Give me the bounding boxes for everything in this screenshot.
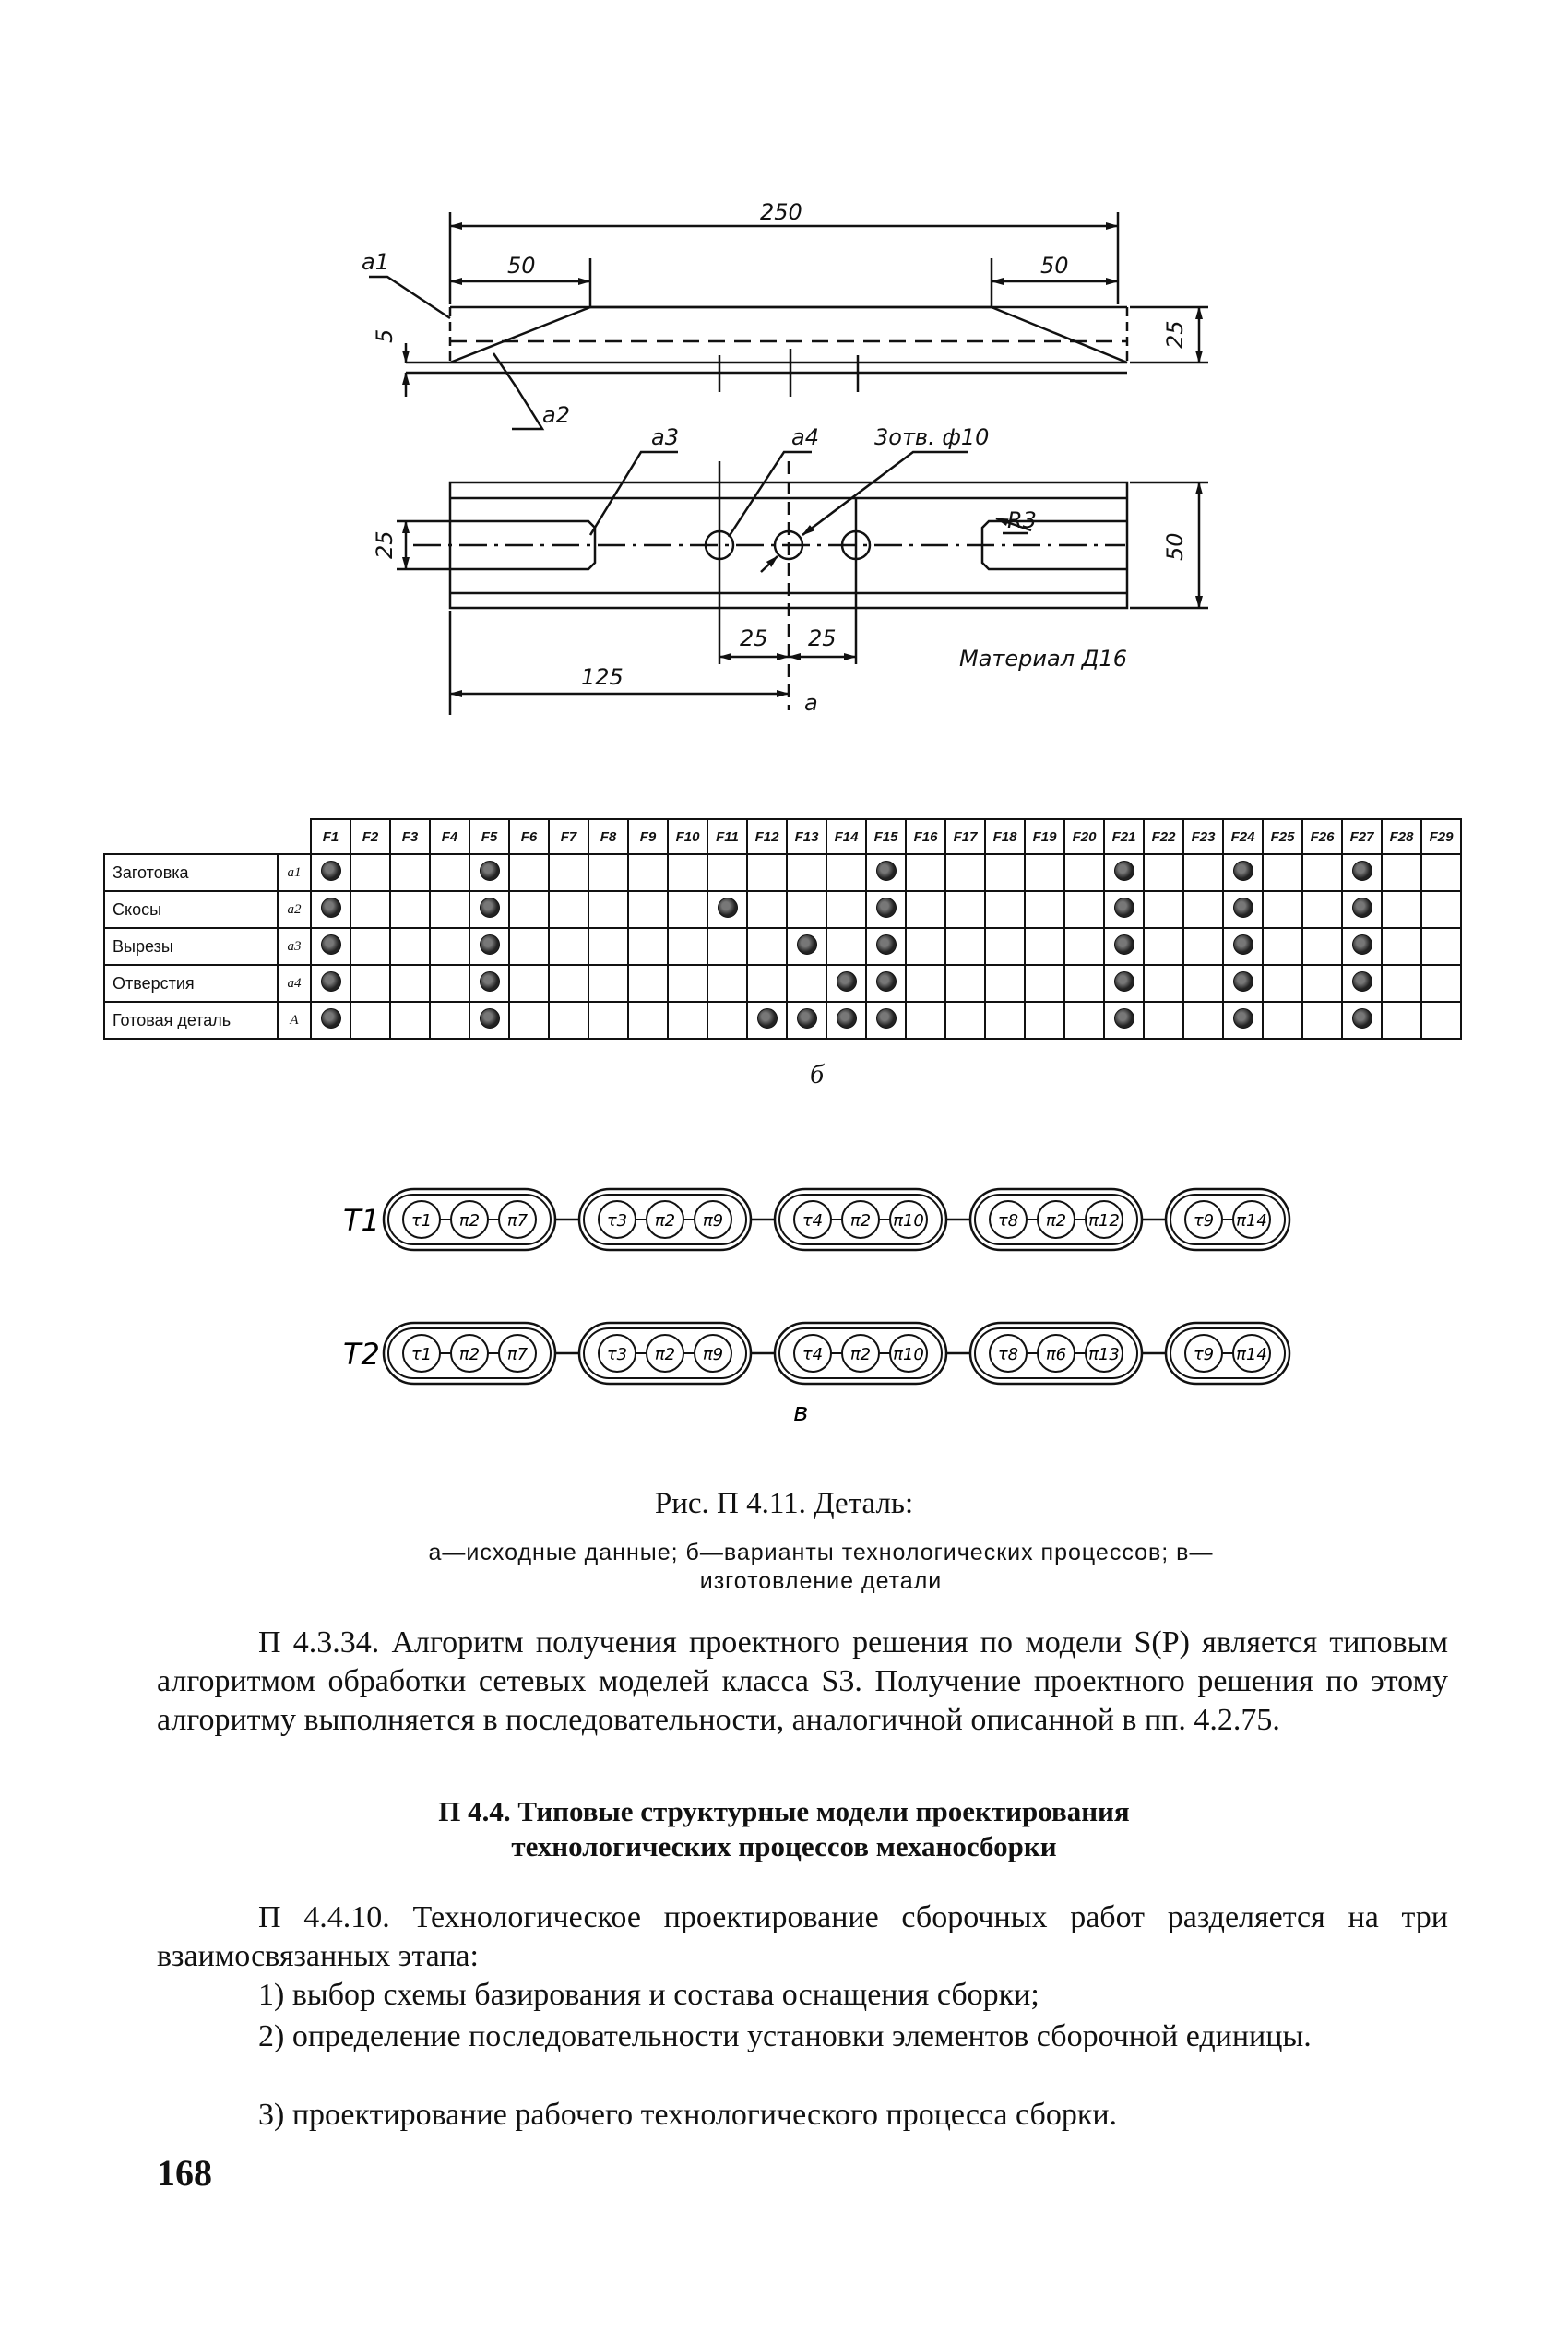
sublabel-b: б <box>810 1059 825 1089</box>
table-cell <box>906 891 945 928</box>
table-cell <box>668 854 707 891</box>
column-header: F21 <box>1104 819 1144 854</box>
table-cell <box>668 928 707 965</box>
filled-marker-icon <box>1114 971 1134 992</box>
filled-marker-icon <box>837 1008 857 1029</box>
table-cell <box>628 891 668 928</box>
table-cell <box>1025 854 1064 891</box>
column-header: F10 <box>668 819 707 854</box>
table-cell <box>628 1002 668 1039</box>
table-cell <box>549 928 588 965</box>
table-cell <box>747 891 787 928</box>
table-cell <box>787 928 826 965</box>
table-cell <box>906 965 945 1002</box>
table-cell <box>707 928 747 965</box>
operation-node-label: π2 <box>458 1211 481 1231</box>
operation-node-label: π2 <box>654 1345 676 1364</box>
table-cell <box>350 891 390 928</box>
column-header: F9 <box>628 819 668 854</box>
row-name: Отверстия <box>104 965 278 1002</box>
table-cell <box>1421 1002 1461 1039</box>
chain-label: T1 <box>343 1203 380 1238</box>
table-cell <box>628 965 668 1002</box>
table-cell <box>707 891 747 928</box>
table-cell <box>509 1002 549 1039</box>
table-cell <box>826 1002 866 1039</box>
table-cell <box>1144 854 1183 891</box>
operation-node-label: π2 <box>1045 1211 1067 1231</box>
table-cell <box>1263 928 1302 965</box>
table-row <box>104 928 1461 965</box>
table-cell <box>1421 854 1461 891</box>
table-cell <box>469 1002 509 1039</box>
row-symbol: A <box>278 1002 311 1039</box>
operation-node-label: π14 <box>1236 1345 1267 1364</box>
table-cell <box>1104 891 1144 928</box>
table-row <box>104 1002 1461 1039</box>
table-cell <box>1342 854 1382 891</box>
table-cell <box>945 965 985 1002</box>
table-cell <box>1025 1002 1064 1039</box>
table-cell <box>1263 854 1302 891</box>
table-cell <box>390 1002 430 1039</box>
column-header: F27 <box>1342 819 1382 854</box>
table-cell <box>985 928 1025 965</box>
table-cell <box>1302 1002 1342 1039</box>
column-header: F15 <box>866 819 906 854</box>
column-header: F16 <box>906 819 945 854</box>
table-cell <box>707 965 747 1002</box>
table-cell <box>1342 1002 1382 1039</box>
row-name: Вырезы <box>104 928 278 965</box>
table-cell <box>1144 891 1183 928</box>
table-cell <box>1263 1002 1302 1039</box>
table-cell <box>549 891 588 928</box>
filled-marker-icon <box>876 898 897 918</box>
caption-line-2: изготовление детали <box>699 1568 943 1594</box>
table-cell <box>390 965 430 1002</box>
table-cell <box>1104 854 1144 891</box>
operation-node-label: τ1 <box>410 1345 433 1364</box>
operation-node-label: π9 <box>702 1345 724 1364</box>
table-cell <box>747 965 787 1002</box>
table-row <box>104 854 1461 891</box>
table-cell <box>826 891 866 928</box>
table-cell <box>1223 1002 1263 1039</box>
table-cell <box>985 854 1025 891</box>
operation-node-label: π12 <box>1088 1211 1120 1231</box>
operation-node-label: τ3 <box>606 1345 628 1364</box>
filled-marker-icon <box>1233 898 1253 918</box>
table-cell <box>1342 928 1382 965</box>
table-cell <box>826 928 866 965</box>
operation-node-label: τ8 <box>997 1345 1019 1364</box>
table-cell <box>1421 965 1461 1002</box>
table-cell <box>787 1002 826 1039</box>
operation-node-label: τ3 <box>606 1211 628 1231</box>
table-cell <box>1064 928 1104 965</box>
filled-marker-icon <box>480 898 500 918</box>
table-cell <box>350 854 390 891</box>
table-cell <box>1223 854 1263 891</box>
table-cell <box>826 965 866 1002</box>
list-item-1: 1) выбор схемы базирования и состава оснащения сборки; <box>258 1978 1039 2012</box>
label-holes: 3отв. ф10 <box>874 424 990 450</box>
column-header: F23 <box>1183 819 1223 854</box>
label-a2: a2 <box>542 402 570 428</box>
column-header: F25 <box>1263 819 1302 854</box>
table-cell <box>906 854 945 891</box>
filled-marker-icon <box>1233 971 1253 992</box>
row-symbol: a4 <box>278 965 311 1002</box>
operation-node-label: π9 <box>702 1211 724 1231</box>
table-cell <box>866 1002 906 1039</box>
filled-marker-icon <box>321 1008 341 1029</box>
table-cell <box>1144 1002 1183 1039</box>
table-cell <box>1342 965 1382 1002</box>
column-header: F13 <box>787 819 826 854</box>
operation-node-label: π13 <box>1088 1345 1120 1364</box>
table-cell <box>866 965 906 1002</box>
row-name: Готовая деталь <box>104 1002 278 1039</box>
table-cell <box>1263 891 1302 928</box>
column-header: F12 <box>747 819 787 854</box>
column-header: F6 <box>509 819 549 854</box>
table-cell <box>1183 965 1223 1002</box>
table-cell <box>747 854 787 891</box>
label-r3: R3 <box>1007 507 1037 533</box>
operation-node-label: τ1 <box>410 1211 433 1231</box>
operation-node-label: π2 <box>458 1345 481 1364</box>
filled-marker-icon <box>876 861 897 881</box>
filled-marker-icon <box>1233 861 1253 881</box>
filled-marker-icon <box>480 971 500 992</box>
table-cell <box>1144 965 1183 1002</box>
table-row <box>104 891 1461 928</box>
filled-marker-icon <box>1352 971 1372 992</box>
table-cell <box>906 1002 945 1039</box>
column-header: F24 <box>1223 819 1263 854</box>
table-cell <box>311 854 350 891</box>
table-cell <box>866 928 906 965</box>
dim-slot: 25 <box>372 530 398 559</box>
operation-node-label: π10 <box>893 1211 924 1231</box>
part-drawing <box>0 0 1568 738</box>
dim-thickness: 5 <box>372 328 398 343</box>
table-cell <box>1302 965 1342 1002</box>
table-cell <box>588 891 628 928</box>
table-cell <box>509 891 549 928</box>
table-cell <box>469 965 509 1002</box>
heading-line-1: П 4.4. Типовые структурные модели проектирования <box>438 1795 1130 1827</box>
table-cell <box>390 854 430 891</box>
label-a1: a1 <box>362 249 389 275</box>
table-cell <box>430 965 469 1002</box>
table-cell <box>945 854 985 891</box>
dim-125: 125 <box>581 664 624 690</box>
row-symbol: a2 <box>278 891 311 928</box>
filled-marker-icon <box>321 861 341 881</box>
filled-marker-icon <box>876 971 897 992</box>
table-cell <box>1382 928 1421 965</box>
table-cell <box>588 1002 628 1039</box>
table-cell <box>1302 891 1342 928</box>
operation-node-label: π2 <box>849 1211 872 1231</box>
filled-marker-icon <box>757 1008 778 1029</box>
filled-marker-icon <box>321 971 341 992</box>
table-cell <box>430 1002 469 1039</box>
table-cell <box>787 965 826 1002</box>
table-cell <box>1382 965 1421 1002</box>
table-cell <box>1263 965 1302 1002</box>
table-cell <box>945 891 985 928</box>
filled-marker-icon <box>1114 1008 1134 1029</box>
table-cell <box>430 928 469 965</box>
table-cell <box>707 854 747 891</box>
table-cell <box>945 928 985 965</box>
column-header: F2 <box>350 819 390 854</box>
table-cell <box>985 891 1025 928</box>
table-cell <box>628 928 668 965</box>
filled-marker-icon <box>797 1008 817 1029</box>
filled-marker-icon <box>718 898 738 918</box>
filled-marker-icon <box>1114 861 1134 881</box>
operation-node-label: τ4 <box>802 1211 824 1231</box>
table-cell <box>430 854 469 891</box>
table-cell <box>668 1002 707 1039</box>
process-chains <box>0 1172 1568 1448</box>
table-cell <box>1302 928 1342 965</box>
sublabel-a: а <box>804 690 818 716</box>
table-cell <box>787 854 826 891</box>
list-item-3: 3) проектирование рабочего технологического процесса сборки. <box>258 2098 1118 2132</box>
table-cell <box>588 854 628 891</box>
table-cell <box>549 854 588 891</box>
operation-node-label: π14 <box>1236 1211 1267 1231</box>
filled-marker-icon <box>1114 934 1134 955</box>
table-cell <box>1104 928 1144 965</box>
table-cell <box>1183 928 1223 965</box>
operation-node-label: π6 <box>1045 1345 1067 1364</box>
table-cell <box>1064 891 1104 928</box>
table-cell <box>588 965 628 1002</box>
operation-node-label: π7 <box>506 1345 529 1364</box>
column-header: F18 <box>985 819 1025 854</box>
paragraph-4-4-10: П 4.4.10. Технологическое проектирование сборочных работ разделяется на три взаимосвязанных этапа: <box>157 1900 1448 1973</box>
table-cell <box>1382 854 1421 891</box>
filled-marker-icon <box>321 934 341 955</box>
filled-marker-icon <box>480 934 500 955</box>
table-cell <box>1421 891 1461 928</box>
dim-height: 25 <box>1162 320 1188 349</box>
table-cell <box>1025 891 1064 928</box>
table-cell <box>1223 965 1263 1002</box>
heading-line-2: технологических процессов механосборки <box>511 1830 1057 1862</box>
column-header: F22 <box>1144 819 1183 854</box>
column-header: F8 <box>588 819 628 854</box>
filled-marker-icon <box>480 861 500 881</box>
table-cell <box>668 891 707 928</box>
table-cell <box>628 854 668 891</box>
table-cell <box>866 854 906 891</box>
table-cell <box>1382 891 1421 928</box>
table-cell <box>945 1002 985 1039</box>
list-item-2: 2) определение последовательности установки элементов сборочной единицы. <box>258 2019 1312 2053</box>
sublabel-c: в <box>793 1397 809 1427</box>
column-header: F17 <box>945 819 985 854</box>
table-cell <box>1183 854 1223 891</box>
operation-node-label: π7 <box>506 1211 529 1231</box>
table-cell <box>350 1002 390 1039</box>
material-label: Материал Д16 <box>959 646 1127 672</box>
table-cell <box>747 1002 787 1039</box>
figure-caption-legend <box>332 1539 1310 1596</box>
table-cell <box>549 965 588 1002</box>
filled-marker-icon <box>1352 934 1372 955</box>
table-cell <box>350 965 390 1002</box>
column-header: F1 <box>311 819 350 854</box>
table-cell <box>1302 854 1342 891</box>
table-cell <box>469 854 509 891</box>
table-cell <box>747 928 787 965</box>
table-cell <box>906 928 945 965</box>
table-cell <box>509 928 549 965</box>
table-cell <box>1064 1002 1104 1039</box>
table-cell <box>1064 854 1104 891</box>
operation-node-label: π2 <box>654 1211 676 1231</box>
filled-marker-icon <box>837 971 857 992</box>
filled-marker-icon <box>1352 861 1372 881</box>
table-cell <box>1342 891 1382 928</box>
table-cell <box>707 1002 747 1039</box>
row-name: Скосы <box>104 891 278 928</box>
caption-line-1: а—исходные данные; б—варианты технологических процессов; в— <box>428 1540 1214 1565</box>
table-cell <box>549 1002 588 1039</box>
table-cell <box>350 928 390 965</box>
table-cell <box>390 891 430 928</box>
table-cell <box>390 928 430 965</box>
filled-marker-icon <box>480 1008 500 1029</box>
table-cell <box>1382 1002 1421 1039</box>
table-cell <box>1025 928 1064 965</box>
table-cell <box>1104 1002 1144 1039</box>
table-cell <box>985 965 1025 1002</box>
dim-width: 50 <box>1162 532 1188 561</box>
operation-node-label: π2 <box>849 1345 872 1364</box>
filled-marker-icon <box>876 1008 897 1029</box>
table-cell <box>826 854 866 891</box>
filled-marker-icon <box>876 934 897 955</box>
operation-node-label: π10 <box>893 1345 924 1364</box>
table-cell <box>1144 928 1183 965</box>
table-cell <box>469 891 509 928</box>
table-cell <box>1183 891 1223 928</box>
column-header: F19 <box>1025 819 1064 854</box>
table-cell <box>1064 965 1104 1002</box>
operation-node-label: τ9 <box>1193 1211 1215 1231</box>
dim-pitch1: 25 <box>740 625 768 651</box>
table-cell <box>311 965 350 1002</box>
section-heading <box>277 1794 1291 1864</box>
filled-marker-icon <box>1114 898 1134 918</box>
dim-pitch2: 25 <box>808 625 837 651</box>
column-header: F26 <box>1302 819 1342 854</box>
row-symbol: a3 <box>278 928 311 965</box>
column-header: F14 <box>826 819 866 854</box>
process-variants-table <box>103 818 1462 1040</box>
table-cell <box>866 891 906 928</box>
table-cell <box>1104 965 1144 1002</box>
figure-caption: Рис. П 4.11. Деталь: <box>654 1487 914 1520</box>
dim-total: 250 <box>760 199 802 225</box>
column-header: F3 <box>390 819 430 854</box>
filled-marker-icon <box>1352 898 1372 918</box>
table-cell <box>787 891 826 928</box>
dim-right: 50 <box>1040 253 1069 279</box>
table-cell <box>509 965 549 1002</box>
column-header: F29 <box>1421 819 1461 854</box>
column-header: F11 <box>707 819 747 854</box>
table-row <box>104 965 1461 1002</box>
column-header: F7 <box>549 819 588 854</box>
table-header-row <box>104 819 1461 854</box>
table-corner <box>104 819 311 854</box>
table-cell <box>1223 928 1263 965</box>
filled-marker-icon <box>1352 1008 1372 1029</box>
label-a3: a3 <box>651 424 679 450</box>
column-header: F4 <box>430 819 469 854</box>
table-cell <box>430 891 469 928</box>
label-a4: a4 <box>791 424 819 450</box>
filled-marker-icon <box>1233 934 1253 955</box>
row-name: Заготовка <box>104 854 278 891</box>
operation-node-label: τ9 <box>1193 1345 1215 1364</box>
operation-node-label: τ4 <box>802 1345 824 1364</box>
table-cell <box>588 928 628 965</box>
table-cell <box>1183 1002 1223 1039</box>
chain-label: T2 <box>343 1337 380 1372</box>
table-cell <box>1223 891 1263 928</box>
column-header: F20 <box>1064 819 1104 854</box>
paragraph-4-3-34: П 4.3.34. Алгоритм получения проектного решения по модели S(P) является типовым алгоритмом обработки сетевых моделей класса S3. Получение проектного решения по этому алгоритму выполняется в последовательности, аналогичной описанной в пп. 4.2.75. <box>157 1625 1448 1737</box>
table-cell <box>985 1002 1025 1039</box>
table-cell <box>509 854 549 891</box>
table-cell <box>311 891 350 928</box>
table-cell <box>469 928 509 965</box>
page-number: 168 <box>157 2152 212 2194</box>
table-cell <box>668 965 707 1002</box>
column-header: F5 <box>469 819 509 854</box>
row-symbol: a1 <box>278 854 311 891</box>
filled-marker-icon <box>321 898 341 918</box>
filled-marker-icon <box>797 934 817 955</box>
column-header: F28 <box>1382 819 1421 854</box>
dim-left: 50 <box>507 253 536 279</box>
table-cell <box>1421 928 1461 965</box>
table-cell <box>311 928 350 965</box>
table-cell <box>1025 965 1064 1002</box>
operation-node-label: τ8 <box>997 1211 1019 1231</box>
table-cell <box>311 1002 350 1039</box>
filled-marker-icon <box>1233 1008 1253 1029</box>
